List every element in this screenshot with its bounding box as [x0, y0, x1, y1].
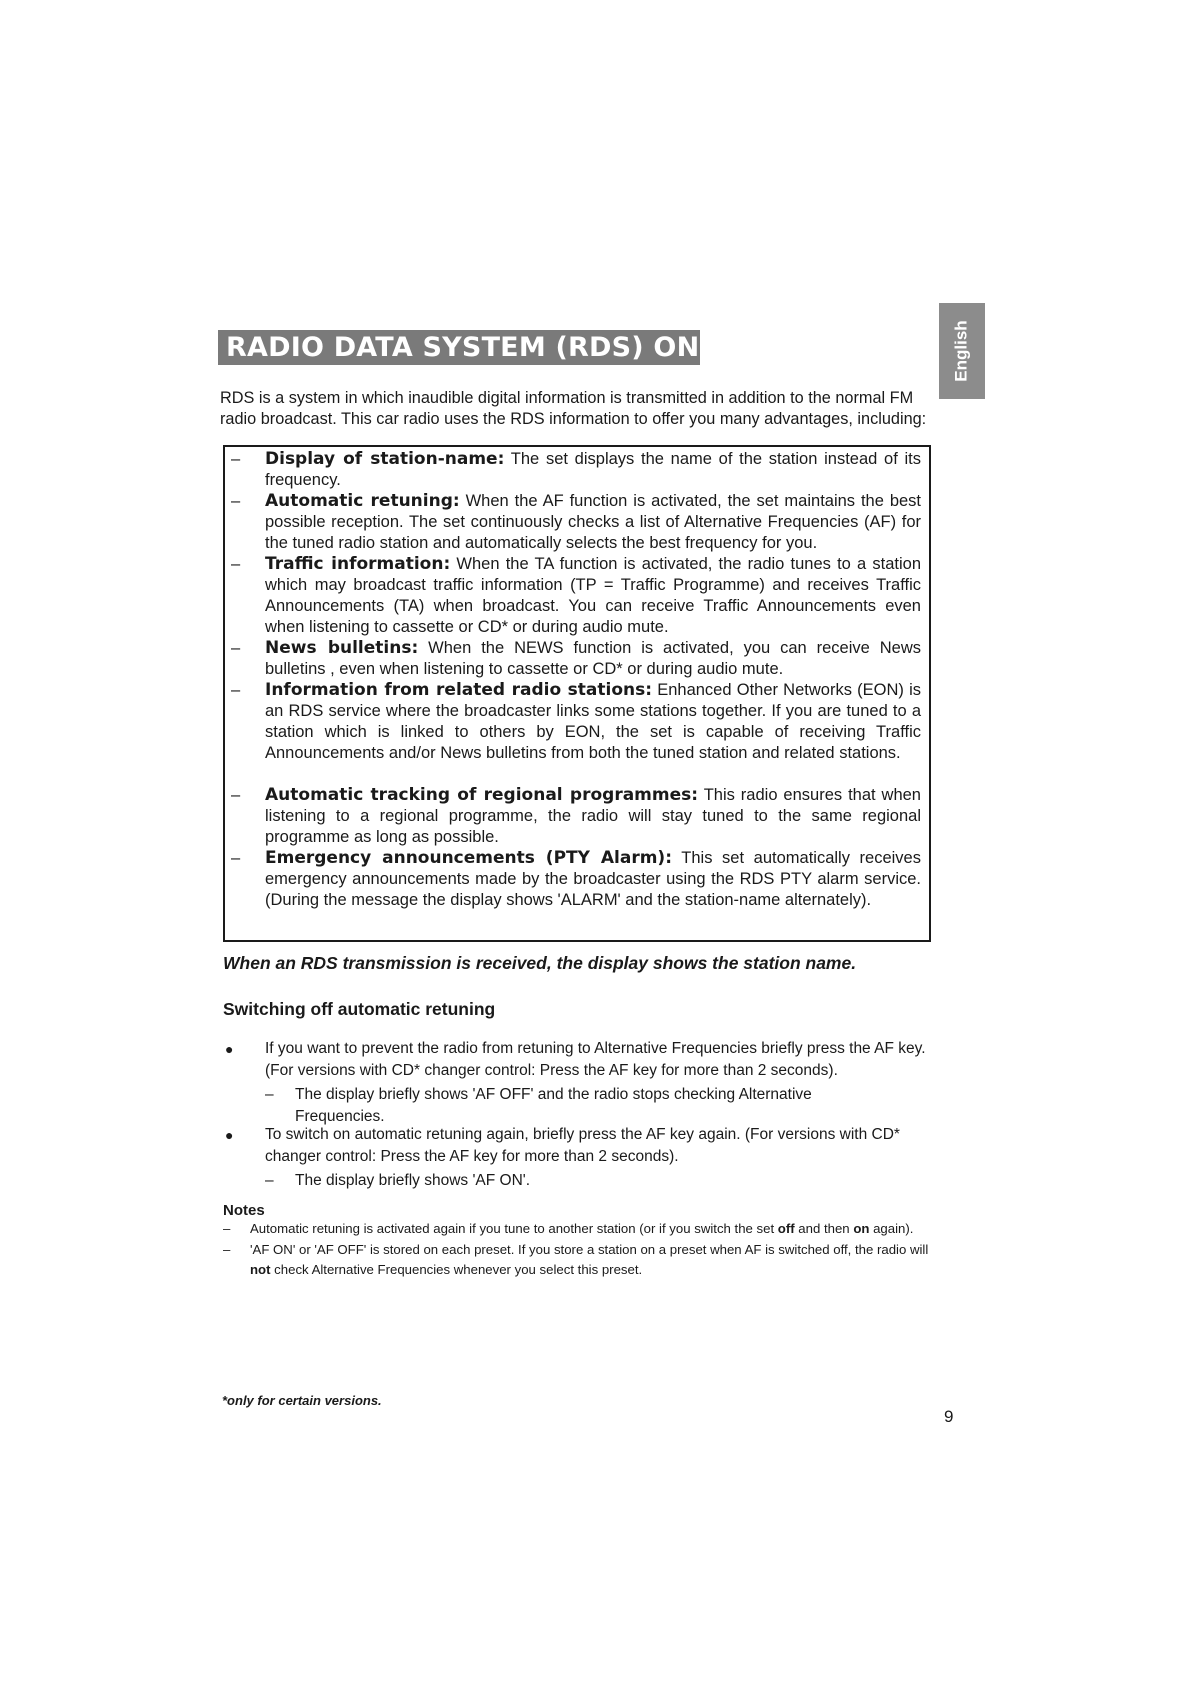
note-text: 'AF ON' or 'AF OFF' is stored on each preset. If you store a station on a preset when AF is switched off, the radio will not check Alternative Frequencies whenever you select this preset.: [250, 1242, 929, 1277]
feature-dash: –: [231, 786, 241, 804]
language-tab: [939, 303, 985, 399]
feature-text: When the NEWS function is activated, you can receive News bulletins , even when listening to cassette or CD* or during audio mute.: [265, 639, 921, 678]
feature-text: When the TA function is activated, the radio tunes to a station which may broadcast traffic information (TP = Traffic Programme) and receives Traffic Announcements (TA) when broadcast. You can receive Traffic Announcements even when listening to cassette or CD* or during audio mute.: [265, 555, 921, 636]
bullet-sub-item: [265, 1170, 865, 1192]
feature-item: [231, 449, 921, 491]
feature-item: [231, 680, 921, 764]
sub-dash: –: [265, 1172, 274, 1189]
note-text: Automatic retuning is activated again if you tune to another station (or if you switch the set off and then on again).: [250, 1221, 914, 1236]
feature-item: [231, 491, 921, 554]
footnote: *only for certain versions.: [222, 1393, 382, 1408]
bullet-item: [225, 1038, 930, 1082]
feature-dash: –: [231, 555, 241, 573]
feature-dash: –: [231, 492, 241, 510]
feature-title: Emergency announcements (PTY Alarm):: [265, 848, 672, 868]
feature-title: Display of station-name:: [265, 449, 505, 469]
feature-text: Enhanced Other Networks (EON) is an RDS service where the broadcaster links some stations together. If you are tuned to a station which is linked to others by EON, the set is capable of receiving Traffic Announcements and/or News bulletins from both the tuned station and related stations.: [265, 681, 921, 762]
notes-heading: Notes: [223, 1202, 265, 1219]
feature-dash: –: [231, 639, 241, 657]
feature-title: Automatic tracking of regional programmes:: [265, 785, 699, 805]
note-item: [223, 1219, 933, 1239]
feature-title: News bulletins:: [265, 638, 419, 658]
feature-dash: –: [231, 681, 241, 699]
bullet-sub-item: [265, 1084, 865, 1128]
bullet-sub-text: The display briefly shows 'AF OFF' and the radio stops checking Alternative Frequencies.: [295, 1086, 812, 1125]
feature-item: [231, 848, 921, 911]
note-dash: –: [223, 1242, 231, 1257]
feature-title: Information from related radio stations:: [265, 680, 653, 700]
bullet-dot: ●: [225, 1127, 234, 1143]
feature-text: The set displays the name of the station instead of its frequency.: [265, 450, 921, 489]
feature-title: Traffic information:: [265, 554, 451, 574]
feature-text: This radio ensures that when listening to a regional programme, the radio will stay tuned to the same regional programme as long as possible.: [265, 786, 921, 846]
language-tab-label: English: [952, 320, 971, 382]
rds-note: When an RDS transmission is received, the display shows the station name.: [223, 953, 857, 973]
feature-dash: –: [231, 849, 241, 867]
feature-item: [231, 785, 921, 848]
note-item: [223, 1240, 933, 1280]
intro-paragraph: RDS is a system in which inaudible digital information is transmitted in addition to the normal FM radio broadcast. This car radio uses the RDS information to offer you many advantages, including:: [220, 389, 927, 428]
feature-title: Automatic retuning:: [265, 491, 460, 511]
bullet-text: To switch on automatic retuning again, briefly press the AF key again. (For versions with CD* changer control: Press the AF key for more than 2 seconds).: [265, 1126, 900, 1165]
bullet-dot: ●: [225, 1041, 234, 1057]
bullet-sub-text: The display briefly shows 'AF ON'.: [295, 1172, 531, 1189]
page-number: 9: [944, 1407, 954, 1426]
sub-dash: –: [265, 1086, 274, 1103]
bullet-text: If you want to prevent the radio from retuning to Alternative Frequencies briefly press the AF key. (For versions with CD* changer control: Press the AF key for more than 2 seconds).: [265, 1040, 926, 1079]
bullet-item: [225, 1124, 930, 1168]
section-title: Switching off automatic retuning: [223, 999, 496, 1019]
feature-item: [231, 554, 921, 638]
section-banner: RADIO DATA SYSTEM (RDS) ON FM: [218, 330, 700, 365]
feature-item: [231, 638, 921, 680]
feature-dash: –: [231, 450, 241, 468]
note-dash: –: [223, 1221, 231, 1236]
feature-text: This set automatically receives emergency announcements made by the broadcaster using the RDS PTY alarm service. (During the message the display shows 'ALARM' and the station-name alternately).: [265, 849, 921, 909]
feature-text: When the AF function is activated, the set maintains the best possible reception. The set continuously checks a list of Alternative Frequencies (AF) for the tuned radio station and automatically selects the best frequency for you.: [265, 492, 921, 552]
